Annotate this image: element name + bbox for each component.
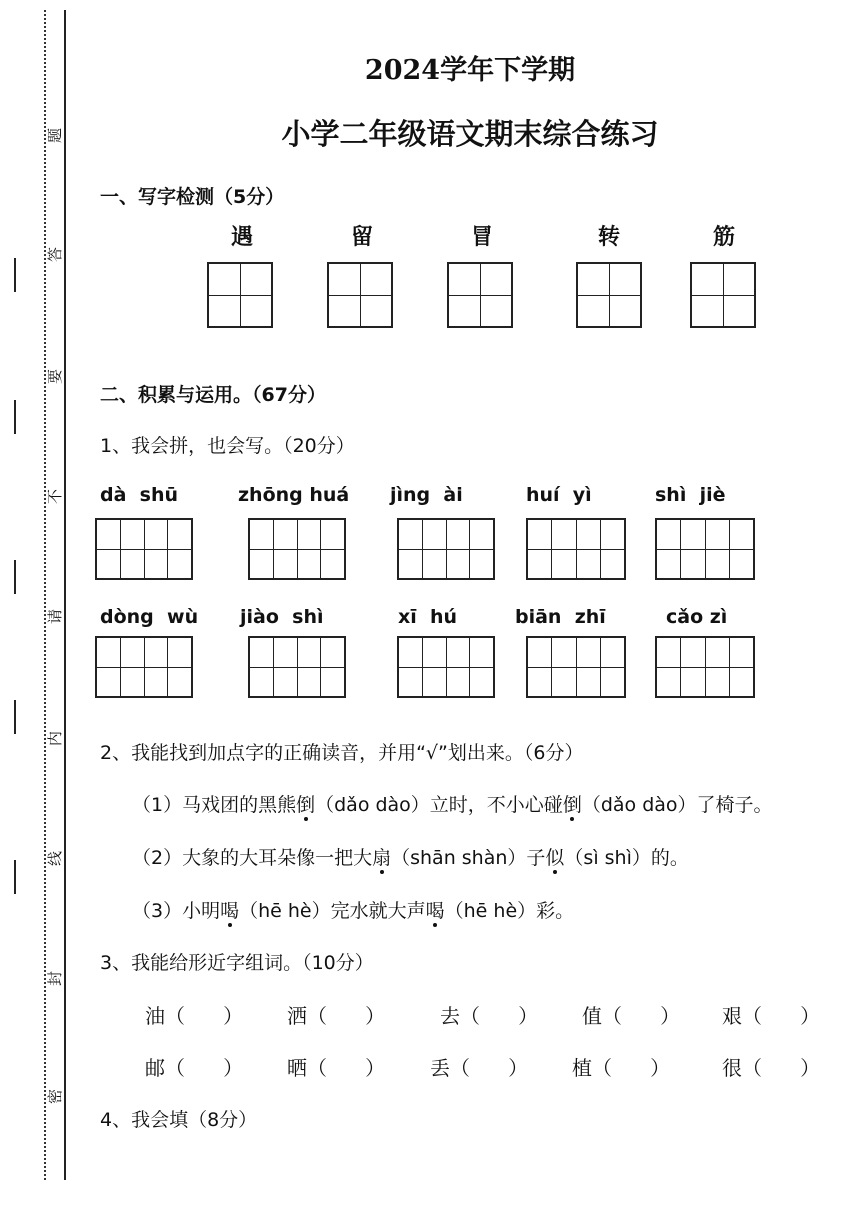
- margin-mark: [14, 700, 16, 734]
- seal-char: 线: [46, 850, 65, 867]
- margin-mark: [14, 860, 16, 894]
- writing-grid[interactable]: [397, 636, 495, 698]
- margin-mark: [14, 400, 16, 434]
- writing-grid[interactable]: [95, 636, 193, 698]
- seal-char: 题: [46, 127, 65, 144]
- q1-heading: 1、我会拼，也会写。（20分）: [100, 435, 355, 457]
- margin-mark: [14, 560, 16, 594]
- q2-sentence-1: （1）马戏团的黑熊倒（dǎo dào）立时，不小心碰倒（dǎo dào）了椅子。: [132, 794, 773, 816]
- dotted-char: 喝: [220, 900, 240, 922]
- writing-grid[interactable]: [655, 518, 755, 580]
- word-blank[interactable]: 丢（ ）: [430, 1056, 529, 1080]
- pinyin: shì jiè: [655, 484, 726, 506]
- page-title: 2024学年下学期: [364, 55, 576, 86]
- dotted-char: 喝: [425, 900, 445, 922]
- dotted-char: 扇: [372, 847, 392, 869]
- q2-sentence-3: （3）小明喝（hē hè）完水就大声喝（hē hè）彩。: [132, 900, 575, 922]
- writing-grid[interactable]: [248, 636, 346, 698]
- q2-heading: 2、我能找到加点字的正确读音，并用“√”划出来。（6分）: [100, 742, 584, 764]
- pinyin: biān zhī: [515, 606, 606, 628]
- q4-heading: 4、我会填（8分）: [100, 1109, 258, 1131]
- seal-char: 请: [46, 608, 65, 625]
- q3-heading: 3、我能给形近字组词。（10分）: [100, 952, 374, 974]
- seal-char: 答: [46, 246, 65, 263]
- pinyin: jiào shì: [240, 606, 324, 628]
- writing-grid[interactable]: [327, 262, 393, 328]
- pinyin: dà shū: [100, 484, 179, 506]
- char-label: 转: [597, 224, 620, 250]
- dotted-char: 似: [545, 847, 565, 869]
- page-subtitle: 小学二年级语文期末综合练习: [281, 117, 659, 151]
- pinyin: dòng wù: [100, 606, 199, 628]
- writing-grid[interactable]: [526, 518, 626, 580]
- writing-grid[interactable]: [397, 518, 495, 580]
- binding-solid-line: [64, 10, 66, 1180]
- pinyin: jìng ài: [390, 484, 463, 506]
- pinyin: zhōng huá: [238, 484, 350, 506]
- writing-grid[interactable]: [248, 518, 346, 580]
- writing-grid[interactable]: [95, 518, 193, 580]
- word-blank[interactable]: 值（ ）: [582, 1004, 681, 1028]
- char-label: 冒: [470, 224, 493, 250]
- word-blank[interactable]: 油（ ）: [145, 1004, 244, 1028]
- pinyin: huí yì: [526, 484, 592, 506]
- word-blank[interactable]: 植（ ）: [572, 1056, 671, 1080]
- writing-grid[interactable]: [655, 636, 755, 698]
- char-label: 留: [350, 224, 373, 250]
- word-blank[interactable]: 洒（ ）: [287, 1004, 386, 1028]
- writing-grid[interactable]: [447, 262, 513, 328]
- seal-char: 内: [46, 730, 65, 747]
- word-blank[interactable]: 晒（ ）: [287, 1056, 386, 1080]
- word-blank[interactable]: 邮（ ）: [145, 1056, 244, 1080]
- q2-sentence-2: （2）大象的大耳朵像一把大扇（shān shàn）子似（sì shì）的。: [132, 847, 689, 869]
- writing-grid[interactable]: [576, 262, 642, 328]
- writing-grid[interactable]: [526, 636, 626, 698]
- writing-grid[interactable]: [690, 262, 756, 328]
- section1-heading: 一、写字检测（5分）: [100, 186, 285, 208]
- margin-mark: [14, 258, 16, 292]
- word-blank[interactable]: 很（ ）: [722, 1056, 821, 1080]
- dotted-char: 倒: [562, 794, 582, 816]
- pinyin: xī hú: [398, 606, 458, 628]
- pinyin: cǎo zì: [666, 606, 728, 628]
- writing-grid[interactable]: [207, 262, 273, 328]
- seal-char: 要: [46, 368, 65, 385]
- binding-dotted-line: [44, 10, 46, 1180]
- char-label: 遇: [230, 224, 253, 250]
- seal-char: 封: [46, 970, 65, 987]
- section2-heading: 二、积累与运用。（67分）: [100, 384, 326, 406]
- word-blank[interactable]: 艰（ ）: [722, 1004, 821, 1028]
- seal-char: 密: [46, 1088, 65, 1105]
- word-blank[interactable]: 去（ ）: [440, 1004, 539, 1028]
- char-label: 筋: [712, 224, 735, 250]
- dotted-char: 倒: [296, 794, 316, 816]
- seal-char: 不: [46, 488, 65, 505]
